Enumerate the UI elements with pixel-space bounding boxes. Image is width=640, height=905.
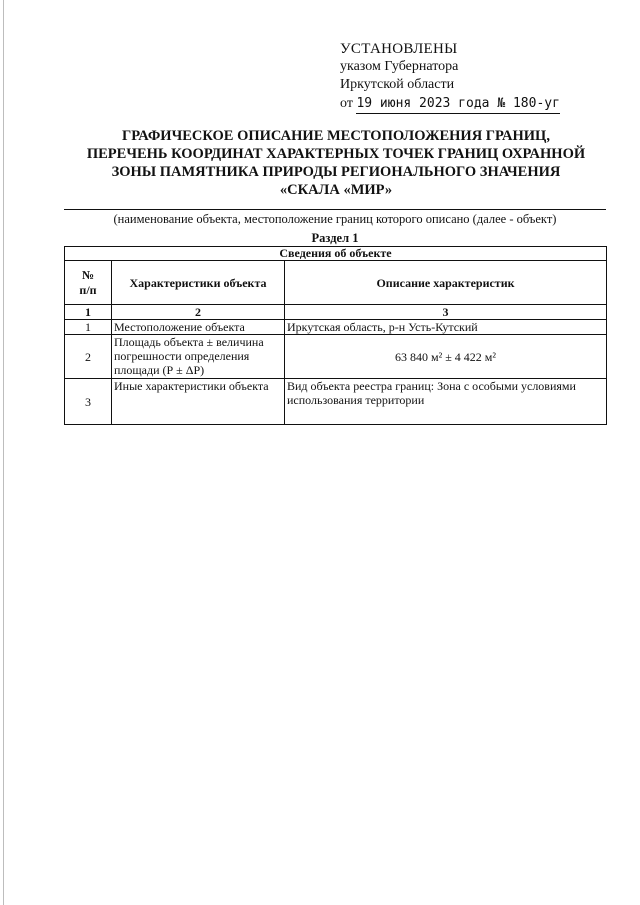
title-line-3: ЗОНЫ ПАМЯТНИКА ПРИРОДЫ РЕГИОНАЛЬНОГО ЗНАЧЕНИЯ xyxy=(111,164,561,180)
approval-date-value: 19 июня 2023 года № 180-уг xyxy=(356,95,560,114)
row-2-characteristic: Площадь объекта ± величина погрешности определения площади (Р ± ΔР) xyxy=(112,335,285,379)
table-caption: Сведения об объекте xyxy=(65,247,607,261)
object-name-rule xyxy=(64,209,606,210)
table-row xyxy=(65,335,607,379)
header-characteristic: Характеристики объекта xyxy=(112,261,285,305)
title-line-2: ПЕРЕЧЕНЬ КООРДИНАТ ХАРАКТЕРНЫХ ТОЧЕК ГРАНИЦ ОХРАННОЙ xyxy=(86,146,586,162)
table-header-row xyxy=(65,261,607,305)
approval-line-1: УСТАНОВЛЕНЫ xyxy=(340,41,458,57)
title-line-1: ГРАФИЧЕСКОЕ ОПИСАНИЕ МЕСТОПОЛОЖЕНИЯ ГРАНИЦ, xyxy=(122,128,550,144)
numbering-cell-2: 2 xyxy=(112,305,285,320)
header-number xyxy=(65,261,112,305)
approval-date-prefix: от xyxy=(340,96,353,111)
row-2-number: 2 xyxy=(65,335,112,379)
row-2-description: 63 840 м² ± 4 422 м² xyxy=(285,335,607,379)
page-edge-line xyxy=(3,0,4,905)
section-title: Раздел 1 xyxy=(311,231,359,245)
document-title xyxy=(64,127,608,199)
title-line-4: «СКАЛА «МИР» xyxy=(279,182,393,198)
row-1-characteristic: Местоположение объекта xyxy=(112,320,285,335)
numbering-cell-3: 3 xyxy=(285,305,607,320)
header-description: Описание характеристик xyxy=(285,261,607,305)
approval-line-2: указом Губернатора xyxy=(340,59,459,74)
header-number-text: № п/п xyxy=(79,267,97,297)
approval-date-line xyxy=(340,95,560,114)
row-1-description: Иркутская область, р-н Усть-Кутский xyxy=(285,320,607,335)
row-3-characteristic: Иные характеристики объекта xyxy=(112,379,285,425)
numbering-cell-1: 1 xyxy=(65,305,112,320)
table-row xyxy=(65,320,607,335)
table-row xyxy=(65,379,607,425)
row-3-number: 3 xyxy=(65,379,112,425)
object-note: (наименование объекта, местоположение границ которого описано (далее - объект) xyxy=(113,212,557,226)
row-3-description: Вид объекта реестра границ: Зона с особыми условиями использования территории xyxy=(285,379,607,425)
table-caption-row xyxy=(65,247,607,261)
row-1-number: 1 xyxy=(65,320,112,335)
approval-line-3: Иркутской области xyxy=(340,77,455,92)
approval-stamp xyxy=(340,40,560,114)
table-numbering-row xyxy=(65,305,607,320)
object-info-table xyxy=(64,246,607,425)
